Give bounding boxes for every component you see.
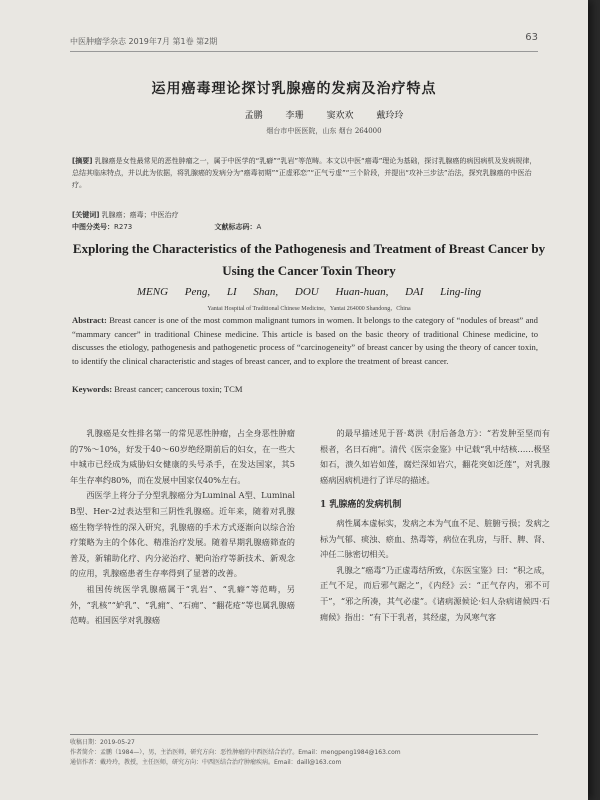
en-author-1: MENG Peng, <box>136 286 211 298</box>
doc-code-field: 文献标志码：A <box>214 223 262 231</box>
chinese-abstract <box>72 155 538 191</box>
clc-field: 中图分类号：R273 <box>72 223 133 231</box>
body-paragraph: 乳腺癌是女性排名第一的常见恶性肿瘤，占全身恶性肿瘤的7%～10%，好发于40～60岁绝经期前后的妇女，在一些大中城市已经成为威胁妇女健康的头号杀手，在发达国家，其5年生存率约80%，而在发展中国家仅40%左右。 <box>70 428 295 485</box>
author-4: 戴玲玲 <box>376 111 404 121</box>
corresponding-author: 通信作者：戴玲玲，教授，主任医师，研究方向：中西医结合治疗肿瘤疾病。Email：daill@163.com <box>70 759 342 766</box>
body-paragraph: 乳腺之“癌毒”乃正虚毒结所致，《东医宝鉴》曰：“积之成，正气不足，而后邪气踞之”，《内经》云：“正气存内，邪不可干”，“邪之所凑，其气必虚”。《诸病源候论·妇人杂病诸候四·石痈候》指出：“有下于乳者，其经虚，为风寒气客 <box>320 564 550 622</box>
author-3: 窦欢欢 <box>326 111 354 121</box>
keywords-label: [关键词] <box>72 211 100 219</box>
body-paragraph: 西医学上将分子分型乳腺癌分为Luminal A型、Luminal B型、Her-2过表达型和三阴性乳腺癌。近年来，随着对乳腺癌生物学特性的深入研究，乳腺癌的手术方式逐渐向以综合治疗策略为主的个体化、精准治疗发展。随着早期乳腺癌筛查的普及，新辅助化疗、内分泌治疗、靶向治疗等新技术、新观念的应用，乳腺癌患者生存率得到了显著的改善。 <box>70 490 295 579</box>
abstract-text: 乳腺癌是女性最常见的恶性肿瘤之一，属于中医学的“乳癖”“乳岩”等范畴。本文以中医“癌毒”理论为基础，探讨乳腺癌的病因病机及发病规律，总结其临床特点，并以此为依据，将乳腺癌的发病分为“癌毒初期”“正虚邪恋”“正气亏虚”“三个阶段，并提出“攻补三步法”治法，探究乳腺癌的中医治疗。 <box>72 157 537 189</box>
en-author-4: DAI Ling-ling <box>405 286 482 298</box>
body-column-left <box>70 426 295 629</box>
chinese-affiliation: 烟台市中医医院，山东 烟台 264000 <box>266 127 382 135</box>
en-abstract-text: Breast cancer is one of the most common malignant tumors in women. It belongs to the category of “nodules of breast” and “mammary cancer” in traditional Chinese medicine. This article is based on the basic theory of traditional Chinese medicine, to discusses the etiology, pathogenesis and pathogenetic process of “carcinogeneity” of breast cancer by using the theory of cancer toxin, to identify the clinical characteristic and stages of breast cancer, and to explore the treatment of breast cancer. <box>72 315 538 366</box>
author-2: 李珊 <box>285 111 304 121</box>
en-keywords-text: Breast cancer; cancerous toxin; TCM <box>114 384 243 394</box>
received-date: 收稿日期：2019-05-27 <box>70 739 135 746</box>
section-heading: 1 乳腺癌的发病机制 <box>320 500 402 511</box>
chinese-authors <box>180 108 468 121</box>
en-author-2: LI Shan, <box>226 286 279 298</box>
abstract-label: [摘要] <box>72 157 93 165</box>
english-title: Exploring the Characteristics of the Pathogenesis and Treatment of Breast Cancer by Using the Cancer Toxin Theory <box>72 241 546 278</box>
running-head <box>70 32 538 52</box>
en-abstract-label: Abstract: <box>72 315 107 325</box>
journal-name: 中医肿瘤学杂志 2019年7月 第1卷 第2期 <box>70 37 218 46</box>
footnote <box>70 734 538 768</box>
body-column-right <box>320 426 550 625</box>
keywords-text: 乳腺癌；癌毒；中医治疗 <box>101 211 179 219</box>
author-info: 作者简介：孟鹏（1984—），男，主治医师，研究方向：恶性肿瘤的中西医结合治疗。Email：mengpeng1984@163.com <box>70 749 401 756</box>
classification-row <box>72 222 538 232</box>
english-affiliation: Yantai Hospital of Traditional Chinese Medicine，Yantai 264000 Shandong，China <box>207 306 411 312</box>
body-paragraph: 祖国传统医学乳腺癌属于“乳岩”、“乳癖”等范畴，另外，“乳核”“妒乳”、“乳痈”、“石痈”、“翻花疮”等也属乳腺癌范畴。祖国医学对乳腺癌 <box>70 583 295 626</box>
chinese-keywords <box>72 210 538 220</box>
en-author-3: DOU Huan-huan, <box>294 286 389 298</box>
body-paragraph: 的最早描述见于晋·葛洪《肘后备急方》：“若发肿至坚而有根者，名曰石痈”。清代《医宗金鉴》中记载“乳中结核……极坚如石，溃久如岩如莲，腐烂深如岩穴，翻花突如泛莲”，对乳腺癌病因病机进行了详尽的描述。 <box>320 428 550 485</box>
chinese-title: 运用癌毒理论探讨乳腺癌的发病及治疗特点 <box>151 81 437 97</box>
en-keywords-label: Keywords: <box>72 384 113 394</box>
english-keywords <box>72 384 538 394</box>
english-authors <box>90 286 528 298</box>
body-paragraph: 病性属本虚标实，发病之本为气血不足、脏腑亏损；发病之标为气郁、痰浊、瘀血、热毒等，病位在乳房，与肝、脾、肾、冲任二脉密切相关。 <box>320 517 550 560</box>
author-1: 孟鹏 <box>244 111 263 121</box>
english-abstract <box>72 314 538 368</box>
page-number: 63 <box>525 32 538 43</box>
